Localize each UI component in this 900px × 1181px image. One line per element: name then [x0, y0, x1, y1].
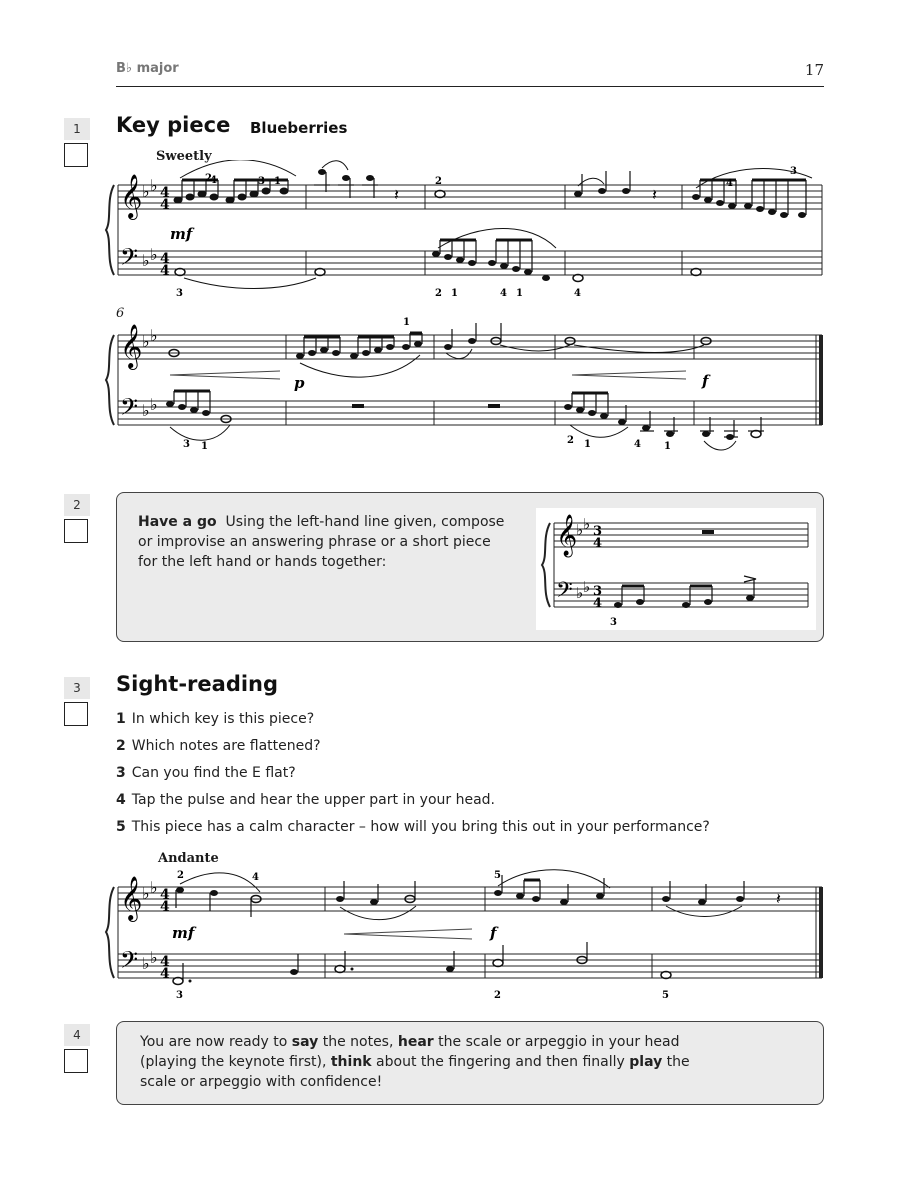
- svg-text:𝄞: 𝄞: [120, 324, 143, 368]
- fingering: 3: [176, 990, 183, 1001]
- have-a-go-line-3: for the left hand or hands together:: [138, 554, 387, 570]
- svg-text:𝄢: 𝄢: [120, 243, 139, 276]
- ready-text: (playing the keynote first),: [140, 1054, 331, 1070]
- fingering: 3: [610, 617, 617, 628]
- dynamic-f: f: [702, 372, 709, 390]
- svg-text:4: 4: [593, 596, 603, 611]
- svg-text:3: 3: [593, 524, 603, 539]
- measure-number: 6: [116, 306, 125, 321]
- svg-text:4: 4: [160, 263, 170, 279]
- question-item: [116, 765, 296, 781]
- dynamic-p: p: [294, 374, 305, 392]
- svg-text:♭: ♭: [150, 948, 158, 967]
- svg-text:4: 4: [160, 251, 170, 267]
- section-4-checkbox[interactable]: [64, 1049, 88, 1073]
- have-a-go-text-1: Using the left-hand line given, compose: [225, 514, 505, 530]
- ready-line-1: [140, 1032, 680, 1052]
- ready-text: the: [662, 1054, 690, 1070]
- svg-text:𝄢: 𝄢: [120, 946, 139, 979]
- fingering: 4: [210, 175, 217, 186]
- fingering: 3: [258, 176, 265, 187]
- tempo-marking-andante: Andante: [158, 851, 219, 866]
- svg-text:♭: ♭: [583, 578, 591, 596]
- svg-text:♭: ♭: [150, 245, 158, 264]
- question-item: [116, 819, 710, 835]
- dynamic-f: f: [490, 924, 497, 942]
- question-text: Can you find the E flat?: [131, 765, 296, 781]
- svg-text:4: 4: [593, 536, 603, 551]
- question-text: In which key is this piece?: [131, 711, 315, 727]
- key-piece-title: Key piece: [116, 113, 231, 137]
- svg-text:4: 4: [160, 899, 170, 915]
- svg-text:♭: ♭: [142, 884, 150, 903]
- svg-text:♭: ♭: [150, 395, 158, 414]
- svg-text:𝄢: 𝄢: [556, 578, 573, 608]
- svg-text:♭: ♭: [150, 326, 158, 345]
- svg-text:𝄞: 𝄞: [556, 515, 578, 556]
- ready-line-3: scale or arpeggio with confidence!: [140, 1074, 383, 1090]
- fingering: 1: [201, 441, 208, 452]
- svg-text:3: 3: [593, 584, 603, 599]
- fingering: 2: [435, 176, 442, 187]
- fingering: 1: [516, 288, 523, 299]
- fingering: 2: [567, 435, 574, 446]
- ready-line-2: [140, 1052, 690, 1072]
- fingering: 5: [662, 990, 669, 1001]
- ready-text: the scale or arpeggio in your head: [433, 1034, 680, 1050]
- ready-text: You are now ready to: [140, 1034, 292, 1050]
- key-piece-system-2: [100, 315, 830, 465]
- question-text: Which notes are flattened?: [131, 738, 321, 754]
- fingering: 3: [183, 439, 190, 450]
- question-number: 5: [116, 819, 126, 835]
- question-item: [116, 792, 495, 808]
- question-number: 4: [116, 792, 126, 808]
- svg-text:♭: ♭: [142, 251, 150, 270]
- have-a-go-lead: Have a go: [138, 514, 217, 530]
- fingering: 4: [252, 872, 259, 883]
- question-text: This piece has a calm character – how will you bring this out in your performance?: [131, 819, 710, 835]
- section-1-checkbox[interactable]: [64, 143, 88, 167]
- sight-reading-system: [100, 862, 830, 1007]
- svg-text:𝄽: 𝄽: [652, 185, 657, 204]
- svg-text:𝄞: 𝄞: [120, 876, 143, 920]
- section-1-number: 1: [64, 118, 90, 140]
- question-item: [116, 738, 321, 754]
- section-2-number: 2: [64, 494, 90, 516]
- header-rule: [116, 86, 824, 87]
- fingering: 4: [634, 439, 641, 450]
- svg-text:4: 4: [160, 197, 170, 213]
- section-4-number: 4: [64, 1024, 90, 1046]
- sight-reading-title: Sight-reading: [116, 672, 279, 696]
- svg-text:♭: ♭: [142, 182, 150, 201]
- svg-text:♭: ♭: [142, 401, 150, 420]
- fingering: 2: [494, 990, 501, 1001]
- svg-text:♭: ♭: [583, 515, 591, 533]
- page-number: 17: [804, 61, 824, 79]
- fingering: 2: [435, 288, 442, 299]
- ready-bold-play: play: [629, 1054, 663, 1070]
- have-a-go-line-2: or improvise an answering phrase or a short piece: [138, 534, 491, 550]
- fingering: 5: [494, 870, 501, 881]
- tempo-marking-sweetly: Sweetly: [156, 149, 212, 164]
- svg-text:4: 4: [160, 954, 170, 970]
- question-number: 2: [116, 738, 126, 754]
- svg-text:♭: ♭: [150, 176, 158, 195]
- svg-text:♭: ♭: [150, 878, 158, 897]
- fingering: 4: [726, 178, 733, 189]
- svg-text:𝄢: 𝄢: [120, 393, 139, 426]
- fingering: 1: [274, 176, 281, 187]
- svg-text:♭: ♭: [142, 332, 150, 351]
- ready-bold-hear: hear: [397, 1034, 434, 1050]
- dynamic-mf: mf: [170, 225, 193, 243]
- svg-text:𝄽: 𝄽: [776, 889, 781, 908]
- fingering: 3: [176, 288, 183, 299]
- svg-text:♭: ♭: [576, 521, 584, 539]
- fingering: 2: [205, 173, 212, 184]
- have-a-go-staff: [536, 508, 816, 630]
- fingering: 4: [500, 288, 507, 299]
- section-3-number: 3: [64, 677, 90, 699]
- key-piece-subtitle: Blueberries: [250, 119, 348, 137]
- fingering: 3: [790, 166, 797, 177]
- question-number: 3: [116, 765, 126, 781]
- question-item: [116, 711, 314, 727]
- fingering: 1: [403, 317, 410, 328]
- ready-bold-say: say: [291, 1034, 319, 1050]
- svg-text:4: 4: [160, 185, 170, 201]
- question-list: [116, 711, 816, 841]
- dynamic-mf: mf: [172, 924, 195, 942]
- question-number: 1: [116, 711, 126, 727]
- ready-bold-think: think: [330, 1054, 372, 1070]
- fingering: 1: [451, 288, 458, 299]
- svg-text:4: 4: [160, 887, 170, 903]
- svg-text:𝄽: 𝄽: [394, 185, 399, 204]
- ready-text: the notes,: [318, 1034, 398, 1050]
- key-piece-system-1: [100, 160, 830, 310]
- have-a-go-line-1: [138, 512, 504, 532]
- fingering: 4: [574, 288, 581, 299]
- svg-text:𝄞: 𝄞: [120, 174, 143, 218]
- section-3-checkbox[interactable]: [64, 702, 88, 726]
- ready-text: about the fingering and then finally: [371, 1054, 630, 1070]
- header-key-label: B♭ major: [116, 61, 179, 76]
- fingering: 1: [664, 441, 671, 452]
- fingering: 2: [177, 870, 184, 881]
- question-text: Tap the pulse and hear the upper part in your head.: [131, 792, 495, 808]
- section-2-checkbox[interactable]: [64, 519, 88, 543]
- svg-text:4: 4: [160, 966, 170, 982]
- svg-text:♭: ♭: [576, 584, 584, 602]
- fingering: 1: [584, 439, 591, 450]
- svg-text:♭: ♭: [142, 954, 150, 973]
